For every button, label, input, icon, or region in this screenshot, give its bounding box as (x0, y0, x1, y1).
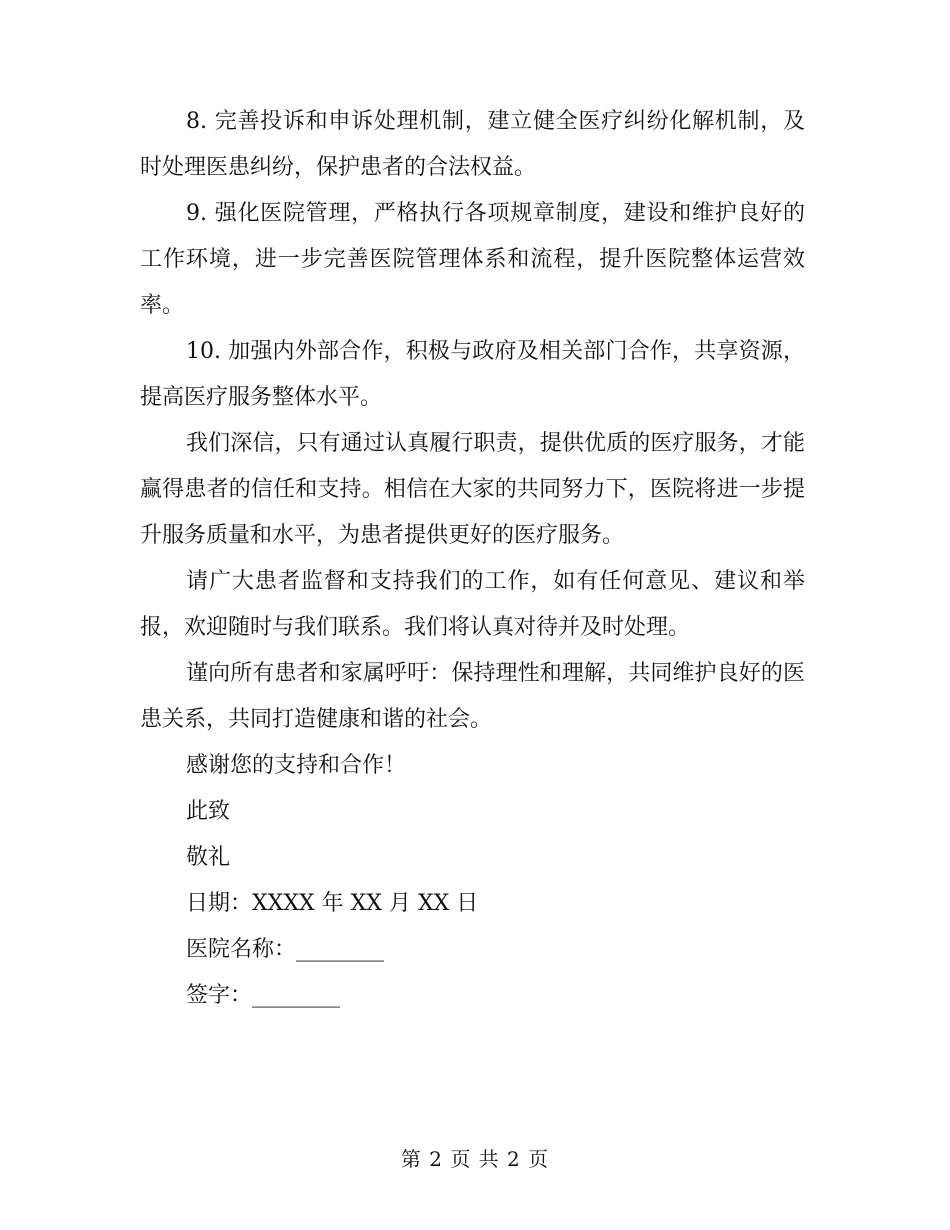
date-line: 日期：XXXX 年 XX 月 XX 日 (186, 891, 479, 916)
closing-salutation-cizhi: 此致 (186, 799, 231, 824)
hospital-name-line: 医院名称：________ (186, 937, 385, 962)
closing-salutation-jingli: 敬礼 (186, 845, 231, 870)
signature-line: 签字：________ (186, 983, 341, 1008)
page-number-footer: 第 2 页 共 2 页 (400, 1147, 550, 1171)
closing-thanks: 感谢您的支持和合作！ (186, 753, 407, 778)
paragraph-item-8: 8. 完善投诉和申诉处理机制，建立健全医疗纠纷化解机制，及时处理医患纠纷，保护患者的合法权益。 (140, 109, 805, 180)
paragraph-item-10: 10. 加强内外部合作，积极与政府及相关部门合作，共享资源，提高医疗服务整体水平。 (140, 339, 805, 410)
paragraph-appeal: 谨向所有患者和家属呼吁：保持理性和理解，共同维护良好的医患关系，共同打造健康和谐的社会。 (140, 661, 805, 732)
document-body (140, 99, 805, 1019)
paragraph-belief: 我们深信，只有通过认真履行职责，提供优质的医疗服务，才能赢得患者的信任和支持。相信在大家的共同努力下，医院将进一步提升服务质量和水平，为患者提供更好的医疗服务。 (140, 431, 805, 548)
paragraph-item-9: 9. 强化医院管理，严格执行各项规章制度，建设和维护良好的工作环境，进一步完善医院管理体系和流程，提升医院整体运营效率。 (140, 201, 805, 318)
paragraph-supervision: 请广大患者监督和支持我们的工作，如有任何意见、建议和举报，欢迎随时与我们联系。我们将认真对待并及时处理。 (140, 569, 805, 640)
